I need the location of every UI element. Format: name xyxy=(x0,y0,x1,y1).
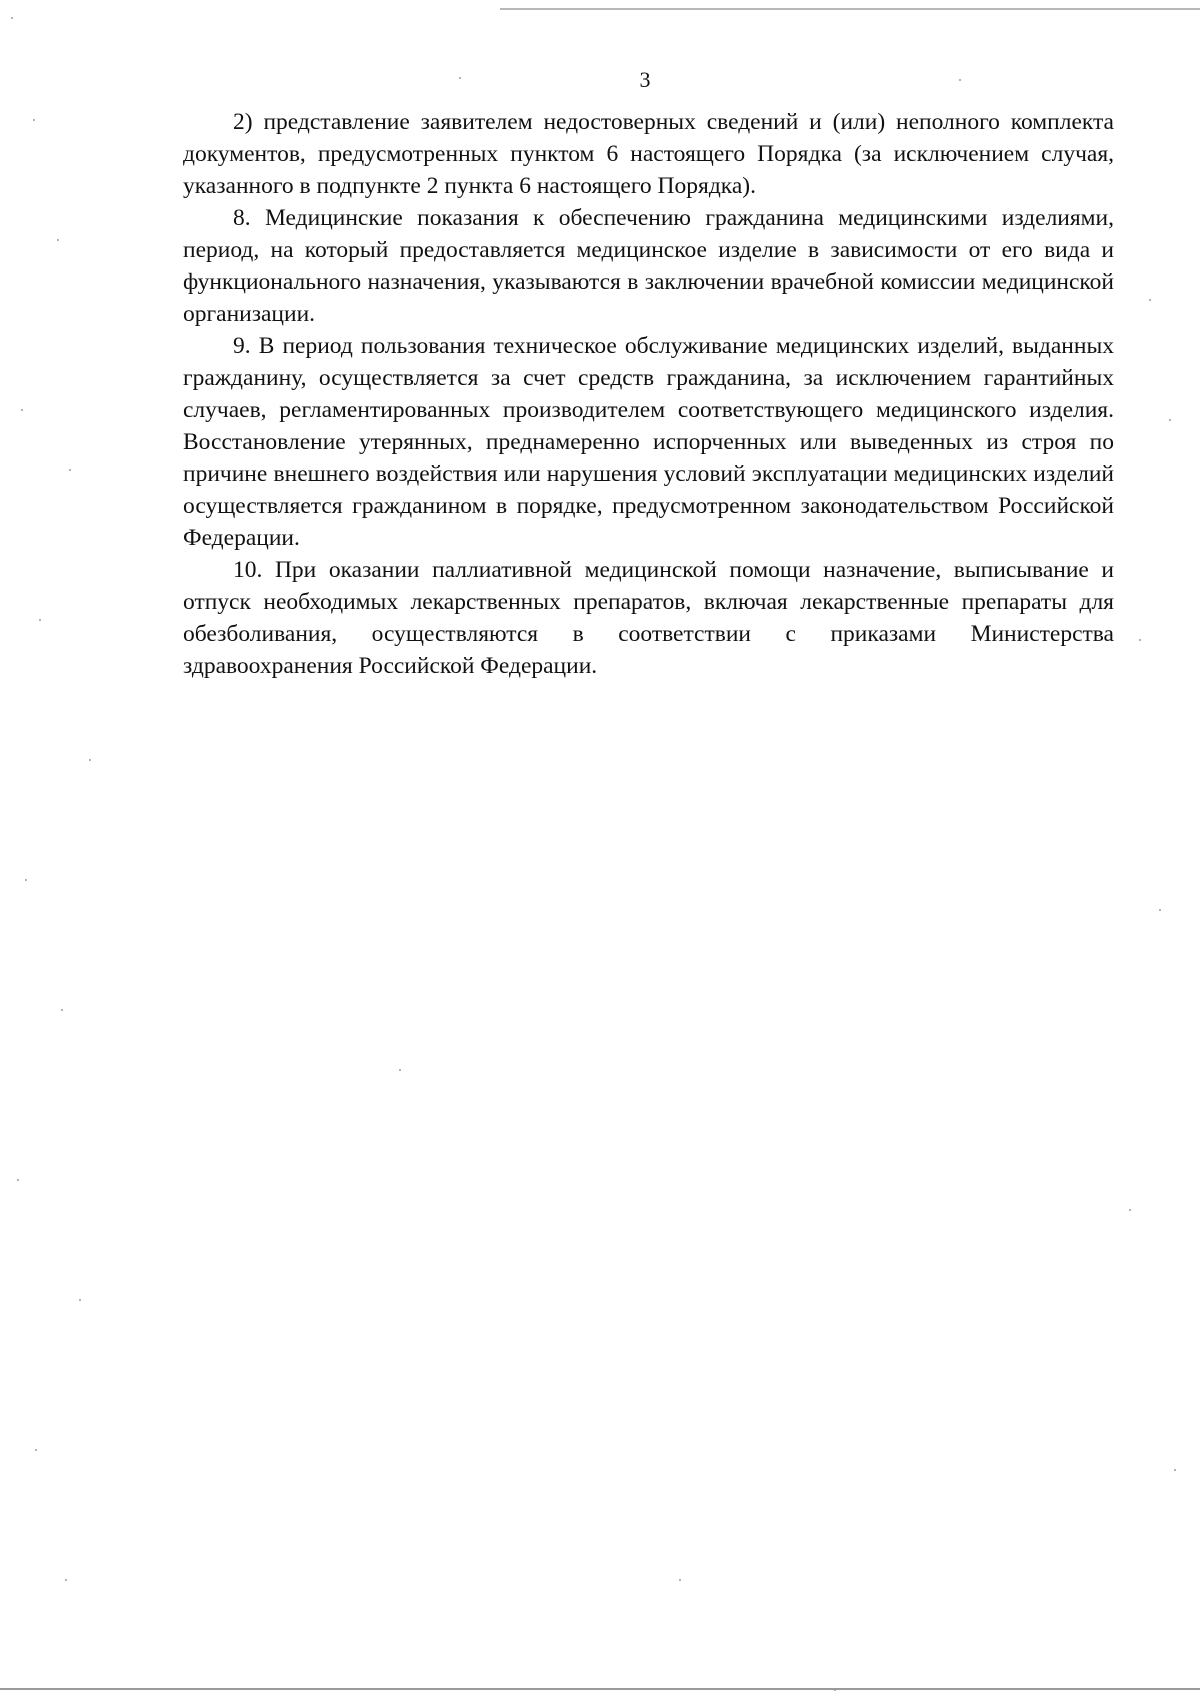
paragraph-item-9: 9. В период пользования техническое обслуживание медицинских изделий, выданных гражданину, осуществляется за счет средств гражданина, за исключением гарантийных случаев, регламентированных производителем соответствующего медицинского изделия. Восстановление утерянных, преднамеренно испорченных или выведенных из строя по причине внешнего воздействия или нарушения условий эксплуатации медицинских изделий осуществляется гражданином в порядке, предусмотренном законодательством Российской Федерации. xyxy=(183,333,1114,551)
document-body xyxy=(183,106,1114,682)
bottom-edge-line xyxy=(0,1688,1200,1690)
paragraph-item-2: 2) представление заявителем недостоверных сведений и (или) неполного комплекта документов, предусмотренных пунктом 6 настоящего Порядка (за исключением случая, указанного в подпункте 2 пункта 6 настоящего Порядка). xyxy=(183,109,1114,199)
page-number: 3 xyxy=(639,67,651,92)
paragraph-item-8: 8. Медицинские показания к обеспечению гражданина медицинскими изделиями, период, на который предоставляется медицинское изделие в зависимости от его вида и функционального назначения, указываются в заключении врачебной комиссии медицинской организации. xyxy=(183,205,1114,327)
paragraph-item-10: 10. При оказании паллиативной медицинской помощи назначение, выписывание и отпуск необходимых лекарственных препаратов, включая лекарственные препараты для обезболивания, осуществляются в соответствии с приказами Министерства здравоохранения Российской Федерации. xyxy=(183,557,1114,679)
top-edge-line xyxy=(500,8,1200,10)
